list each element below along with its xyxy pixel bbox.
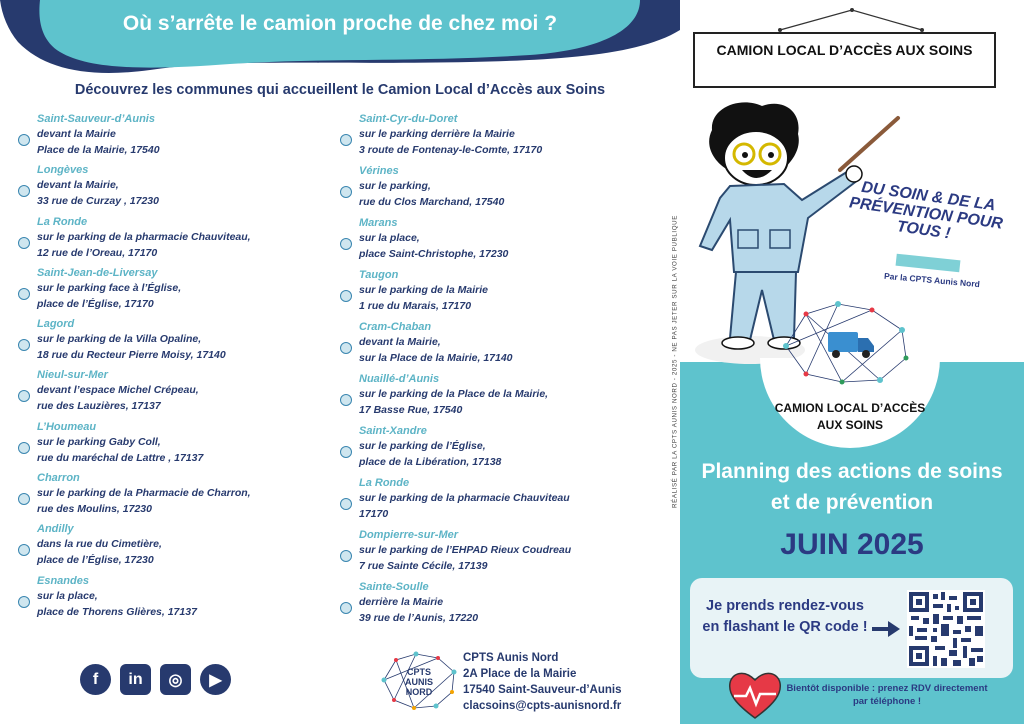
bullet-icon <box>18 390 30 402</box>
commune-name: Andilly <box>37 523 74 536</box>
commune-name: Marans <box>359 217 398 229</box>
bullet-icon <box>18 544 30 556</box>
commune-name: Sainte-Soulle <box>359 581 429 593</box>
list-item <box>340 112 670 164</box>
commune-location: sur le parking de la Place de la Mairie, <box>359 388 549 400</box>
commune-address: 39 rue de l’Aunis, 17220 <box>359 612 479 624</box>
month-title: JUIN 2025 <box>780 528 924 561</box>
list-item <box>18 420 338 471</box>
commune-address: place Saint-Christophe, 17230 <box>359 248 509 260</box>
bullet-icon <box>18 288 30 300</box>
list-item <box>18 574 338 625</box>
bullet-icon <box>18 442 30 454</box>
network-truck-icon <box>776 296 916 386</box>
commune-location: sur la place, <box>37 589 98 602</box>
commune-name: Dompierre-sur-Mer <box>359 529 459 541</box>
commune-location: derrière la Mairie <box>359 596 444 608</box>
facebook-icon[interactable]: f <box>80 664 111 695</box>
commune-address: place de l’Église, 17170 <box>37 297 154 310</box>
commune-address: Place de la Mairie, 17540 <box>37 144 160 156</box>
commune-name: Saint-Jean-de-Liversay <box>37 266 158 279</box>
youtube-icon[interactable]: ▶ <box>200 664 231 695</box>
commune-name: Cram-Chaban <box>359 321 432 333</box>
communes-list-left <box>18 112 338 625</box>
list-item <box>340 320 670 372</box>
commune-name: La Ronde <box>359 477 410 489</box>
commune-name: Lagord <box>37 318 75 331</box>
bullet-icon <box>340 446 352 458</box>
header-banner <box>0 0 680 95</box>
commune-address: 1 rue du Marais, 17170 <box>359 300 472 312</box>
logo-title: CAMION LOCAL D’ACCÈS AUX SOINS <box>774 401 926 432</box>
bullet-icon <box>340 498 352 510</box>
list-item <box>18 112 338 163</box>
appointment-text: Je prends rendez-vous en flashant le QR code ! <box>702 598 868 635</box>
commune-address: rue du maréchal de Lattre , 17137 <box>37 451 204 464</box>
list-item <box>340 476 670 528</box>
commune-address: 18 rue du Recteur Pierre Moisy, 17140 <box>37 349 226 362</box>
commune-address: 33 rue de Curzay , 17230 <box>37 195 159 208</box>
social-links <box>80 664 231 695</box>
list-item <box>340 164 670 216</box>
commune-location: sur le parking de la pharmacie Chauviteau, <box>37 230 251 243</box>
heart-icon <box>726 668 784 722</box>
commune-name: Taugon <box>359 269 399 281</box>
contact-address-2: 17540 Saint-Sauveur-d’Aunis <box>463 684 622 696</box>
bullet-icon <box>18 185 30 197</box>
list-item <box>340 216 670 268</box>
commune-name: Saint-Cyr-du-Doret <box>359 113 458 125</box>
commune-address: place de la Libération, 17138 <box>359 456 502 468</box>
commune-name: Longèves <box>37 164 89 177</box>
cpts-logo <box>378 648 460 712</box>
bullet-icon <box>340 550 352 562</box>
commune-address: rue des Lauzières, 17137 <box>37 400 161 413</box>
bullet-icon <box>340 342 352 354</box>
slogan: DU SOIN & DE LA PRÉVENTION POUR TOUS ! <box>848 178 1004 243</box>
bullet-icon <box>340 238 352 250</box>
contact-block <box>463 650 622 714</box>
commune-location: devant la Mairie, <box>359 336 441 348</box>
list-item <box>340 424 670 476</box>
bullet-icon <box>18 596 30 608</box>
contact-email[interactable]: clacsoins@cpts-aunisnord.fr <box>463 700 622 712</box>
list-item <box>18 163 338 214</box>
commune-location: sur le parking de la Mairie <box>359 284 488 296</box>
legal-note-text: RÉALISÉ PAR LA CPTS AUNIS NORD - 2025 - NE PAS JETER SUR LA VOIE PUBLIQUE <box>671 215 679 508</box>
list-item <box>18 368 338 419</box>
commune-name: Nieul-sur-Mer <box>37 369 108 382</box>
commune-address: 7 rue Sainte Cécile, 17139 <box>359 560 488 572</box>
svg-text:AUNIS: AUNIS <box>404 677 434 687</box>
list-item <box>340 580 670 632</box>
commune-name: Charron <box>37 472 80 485</box>
list-item <box>18 266 338 317</box>
commune-name: L’Houmeau <box>37 420 97 433</box>
bullet-icon <box>340 394 352 406</box>
commune-location: sur le parking, <box>359 180 431 192</box>
commune-address: sur la Place de la Mairie, 17140 <box>359 352 513 364</box>
commune-address: 17 Basse Rue, 17540 <box>359 404 463 416</box>
contact-address-1: 2A Place de la Mairie <box>463 668 577 680</box>
bullet-icon <box>340 602 352 614</box>
commune-name: Esnandes <box>37 574 89 587</box>
commune-location: sur le parking derrière la Mairie <box>359 128 515 140</box>
communes-list-right <box>340 112 670 632</box>
soon-text: Bientôt disponible : prenez RDV directement par téléphone ! <box>786 683 988 707</box>
sign-title: CAMION LOCAL D’ACCÈS AUX SOINS <box>693 32 996 88</box>
instagram-icon[interactable]: ◎ <box>160 664 191 695</box>
list-item <box>18 471 338 522</box>
commune-location: sur le parking de l’Église, <box>359 440 486 452</box>
arrow-right-icon <box>870 619 902 639</box>
list-item <box>340 268 670 320</box>
by-line: Par la CPTS Aunis Nord <box>883 270 981 290</box>
list-item <box>18 317 338 368</box>
commune-location: devant la Mairie <box>37 128 116 140</box>
commune-location: sur la place, <box>359 232 420 244</box>
commune-address: place de Thorens Glières, 17137 <box>37 605 197 618</box>
contact-org: CPTS Aunis Nord <box>463 652 559 664</box>
commune-address: 3 route de Fontenay-le-Comte, 17170 <box>359 144 543 156</box>
commune-address: 17170 <box>359 508 389 520</box>
commune-location: dans la rue du Cimetière, <box>37 538 162 551</box>
linkedin-icon[interactable]: in <box>120 664 151 695</box>
commune-location: devant l’espace Michel Crépeau, <box>37 384 199 397</box>
commune-location: devant la Mairie, <box>37 179 119 192</box>
bullet-icon <box>340 134 352 146</box>
slogan-underline <box>896 254 961 273</box>
commune-name: Saint-Sauveur-d’Aunis <box>37 113 155 125</box>
bullet-icon <box>18 493 30 505</box>
bullet-icon <box>18 237 30 249</box>
commune-address: 12 rue de l’Oreau, 17170 <box>37 246 158 259</box>
commune-name: La Ronde <box>37 215 88 228</box>
commune-address: rue du Clos Marchand, 17540 <box>359 196 505 208</box>
commune-name: Vérines <box>359 165 399 177</box>
list-item <box>18 215 338 266</box>
bullet-icon <box>18 134 30 146</box>
bullet-icon <box>18 339 30 351</box>
svg-text:NORD: NORD <box>405 687 433 697</box>
page-title: Où s’arrête le camion proche de chez moi ? <box>122 12 558 35</box>
commune-name: Nuaillé-d’Aunis <box>359 373 440 385</box>
commune-address: place de l’Église, 17230 <box>37 554 154 567</box>
bullet-icon <box>340 186 352 198</box>
list-item <box>340 372 670 424</box>
commune-location: sur le parking de la pharmacie Chauviteau <box>359 492 570 504</box>
commune-location: sur le parking de la Villa Opaline, <box>37 333 202 346</box>
qr-code[interactable] <box>907 590 985 668</box>
list-item <box>340 528 670 580</box>
commune-address: rue des Moulins, 17230 <box>37 503 152 516</box>
planning-title: Planning des actions de soins et de prévention <box>701 460 1003 514</box>
bullet-icon <box>340 290 352 302</box>
commune-name: Saint-Xandre <box>359 425 427 437</box>
commune-location: sur le parking face à l’Église, <box>37 281 182 294</box>
list-item <box>18 522 338 573</box>
commune-location: sur le parking Gaby Coll, <box>37 435 161 448</box>
subtitle: Découvrez les communes qui accueillent le Camion Local d’Accès aux Soins <box>74 82 606 98</box>
commune-location: sur le parking de l’EHPAD Rieux Coudreau <box>359 544 572 556</box>
svg-text:CPTS: CPTS <box>406 667 432 677</box>
commune-location: sur le parking de la Pharmacie de Charron, <box>37 487 251 500</box>
